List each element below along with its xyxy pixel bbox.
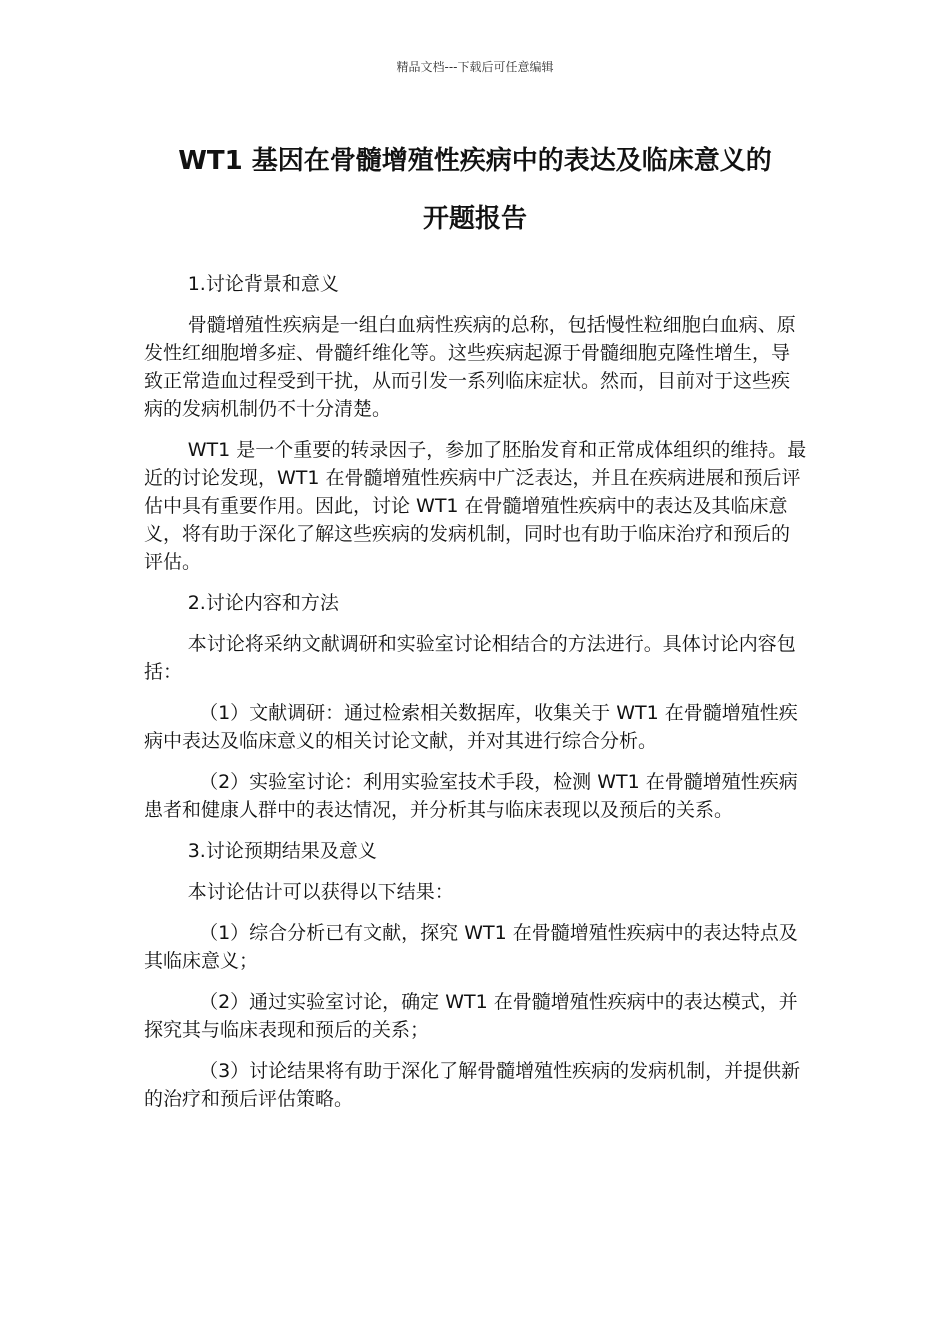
title-line-2: 开题报告 [422, 204, 527, 234]
document-body [144, 270, 808, 1126]
section-heading-content-methods: 2.讨论内容和方法 [187, 592, 339, 614]
list-item-lab-study: （2）实验室讨论：利用实验室技术手段，检测 WT1 在骨髓增殖性疾病患者和健康人群中的表达情况，并分析其与临床表现以及预后的关系。 [144, 771, 798, 821]
paragraph-results-intro: 本讨论估计可以获得以下结果： [187, 881, 454, 903]
list-item-result-1: （1）综合分析已有文献，探究 WT1 在骨髓增殖性疾病中的表达特点及其临床意义； [144, 922, 798, 972]
section-heading-expected-results: 3.讨论预期结果及意义 [187, 840, 377, 862]
section-heading-background: 1.讨论背景和意义 [187, 273, 339, 295]
document-title [100, 132, 850, 248]
paragraph-wt1-overview: WT1 是一个重要的转录因子，参加了胚胎发育和正常成体组织的维持。最近的讨论发现，WT1 在骨髓增殖性疾病中广泛表达，并且在疾病进展和预后评估中具有重要作用。因此，讨论 WT1 在骨髓增殖性疾病中的表达及其临床意义，将有助于深化了解这些疾病的发病机制，同时也有助于临床治疗和预后的评估。 [144, 439, 807, 573]
paragraph-mpd-overview: 骨髓增殖性疾病是一组白血病性疾病的总称，包括慢性粒细胞白血病、原发性红细胞增多症、骨髓纤维化等。这些疾病起源于骨髓细胞克隆性增生，导致正常造血过程受到干扰，从而引发一系列临床症状。然而，目前对于这些疾病的发病机制仍不十分清楚。 [144, 314, 796, 420]
paragraph-methods-intro: 本讨论将采纳文献调研和实验室讨论相结合的方法进行。具体讨论内容包括： [144, 633, 796, 683]
list-item-result-2: （2）通过实验室讨论，确定 WT1 在骨髓增殖性疾病中的表达模式，并探究其与临床表现和预后的关系； [144, 991, 798, 1041]
title-line-1: WT1 基因在骨髓增殖性疾病中的表达及临床意义的 [178, 146, 772, 176]
list-item-result-3: （3）讨论结果将有助于深化了解骨髓增殖性疾病的发病机制，并提供新的治疗和预后评估策略。 [144, 1060, 801, 1110]
page-header: 精品文档---下载后可任意编辑 [396, 60, 554, 74]
list-item-literature-review: （1）文献调研：通过检索相关数据库，收集关于 WT1 在骨髓增殖性疾病中表达及临床意义的相关讨论文献，并对其进行综合分析。 [144, 702, 798, 752]
